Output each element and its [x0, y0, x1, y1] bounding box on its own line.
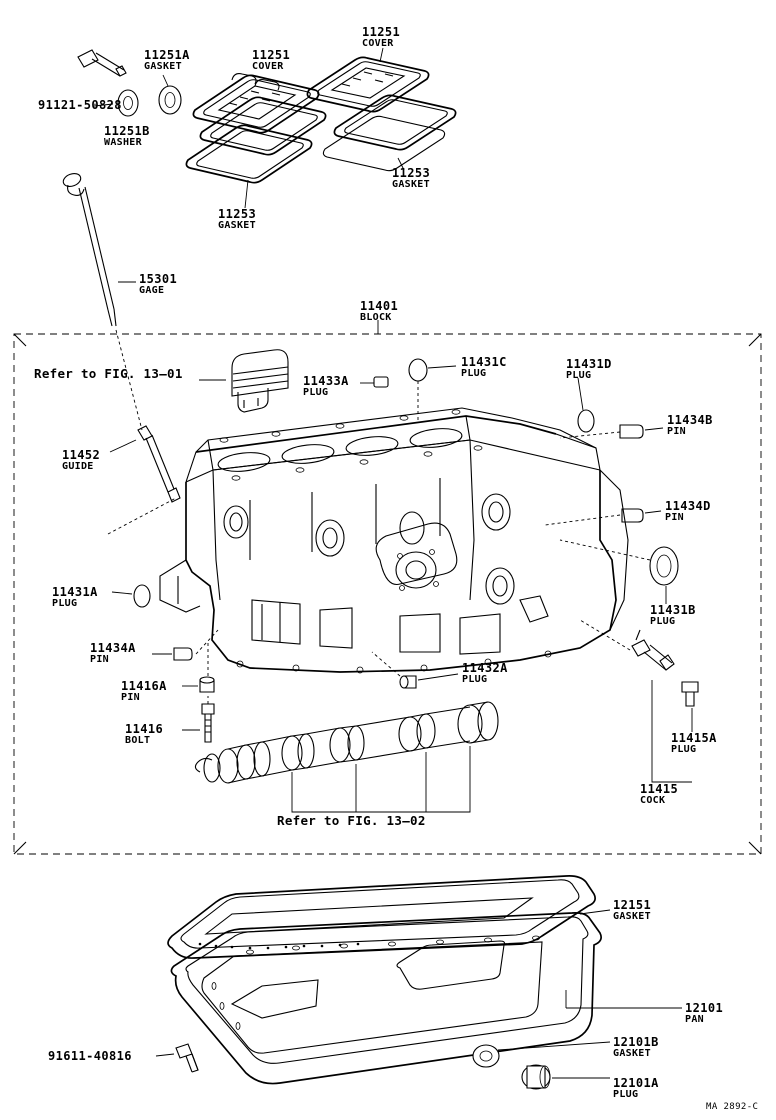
label-11401: 11401 BLOCK: [360, 299, 399, 323]
ref-note-13-02: Refer to FIG. 13–02: [277, 813, 426, 828]
plug-12101a: [522, 1065, 610, 1089]
label-15301: 15301 GAGE: [139, 272, 178, 296]
ref-note-13-01: Refer to FIG. 13–01: [34, 366, 183, 381]
plug-11415a: [682, 682, 698, 732]
label-11251a: 11251A GASKET: [144, 48, 190, 72]
label-11431b: 11431B PLUG: [650, 603, 696, 627]
label-12151: 12151 GASKET: [613, 898, 652, 922]
guide-11452: [108, 330, 180, 534]
bolt-11416: [182, 696, 214, 742]
pin-11434b: [560, 425, 663, 438]
label-11251-left: 11251 COVER: [252, 48, 291, 72]
gage-15301-group: [61, 171, 136, 326]
gasket-11251a-group: [159, 75, 181, 114]
plug-11431b: [560, 540, 678, 604]
plug-11431d: [578, 378, 594, 432]
label-11416a: 11416A PIN: [121, 679, 167, 703]
figure-code: MA 2892-C: [706, 1102, 759, 1112]
label-91611-40816: 91611-40816: [48, 1049, 132, 1063]
label-11452: 11452 GUIDE: [62, 448, 101, 472]
gasket-11253-right-group: [323, 95, 455, 170]
label-12101a: 12101A PLUG: [613, 1076, 659, 1100]
label-12101: 12101 PAN: [685, 1001, 724, 1025]
label-11431a: 11431A PLUG: [52, 585, 98, 609]
cover-11251-right-group: [307, 48, 428, 112]
label-11415a: 11415A PLUG: [671, 731, 717, 755]
gasket-11253-left-group: [186, 97, 325, 208]
label-11434a: 11434A PIN: [90, 641, 136, 665]
plug-11433a: [360, 377, 388, 387]
label-11431d: 11431D PLUG: [566, 357, 612, 381]
label-91121-50828: 91121-50828: [38, 98, 122, 112]
plug-11431a: [112, 585, 150, 607]
plug-11431c: [409, 359, 456, 420]
label-11431c: 11431C PLUG: [461, 355, 507, 379]
label-11434d: 11434D PIN: [665, 499, 711, 523]
cock-11415: [580, 620, 692, 782]
label-11253-right: 11253 GASKET: [392, 166, 431, 190]
label-11251b: 11251B WASHER: [104, 124, 150, 148]
label-11434b: 11434B PIN: [667, 413, 713, 437]
label-11433a: 11433A PLUG: [303, 374, 349, 398]
label-11253-left: 11253 GASKET: [218, 207, 257, 231]
label-11432a: 11432A PLUG: [462, 661, 508, 685]
cylinder-block: [160, 408, 628, 673]
fastener-91611-40816: [156, 1044, 198, 1072]
label-11416: 11416 BOLT: [125, 722, 164, 746]
label-11415: 11415 COCK: [640, 782, 679, 806]
label-11251-right: 11251 COVER: [362, 25, 401, 49]
pin-11434d: [545, 509, 661, 525]
cover-11251-left-group: [193, 74, 318, 133]
piston-assembly: [199, 350, 288, 412]
label-12101b: 12101B GASKET: [613, 1035, 659, 1059]
camshaft-assembly: [195, 702, 498, 812]
block-section-frame: [14, 334, 761, 854]
